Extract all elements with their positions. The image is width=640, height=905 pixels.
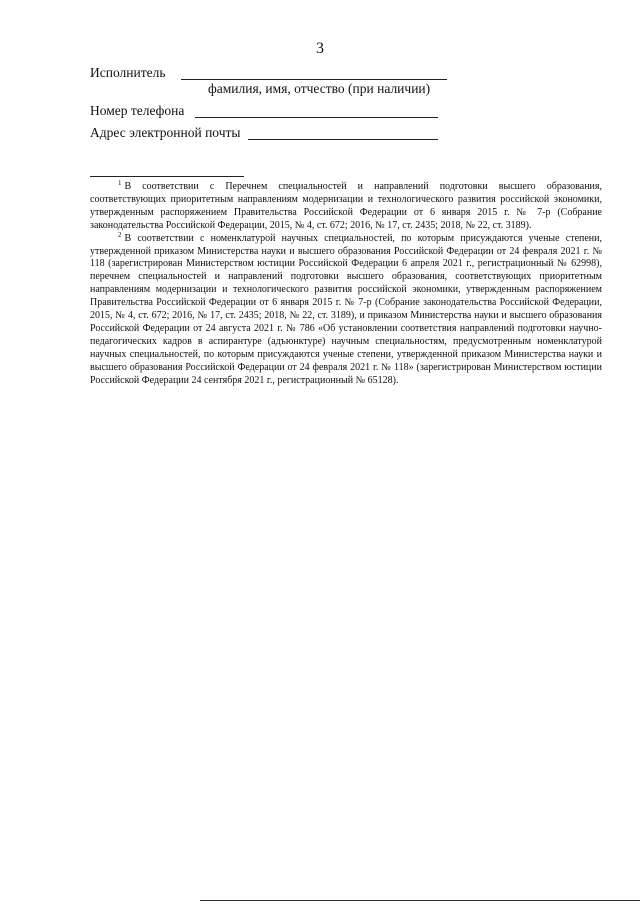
email-label: Адрес электронной почты (90, 125, 241, 140)
phone-line[interactable] (195, 117, 438, 118)
email-line[interactable] (248, 139, 438, 140)
phone-label: Номер телефона (90, 103, 185, 118)
page-bottom-edge (200, 900, 640, 901)
page-number: 3 (316, 40, 324, 57)
executor-line[interactable] (181, 79, 447, 80)
footnotes (90, 181, 602, 388)
footnote-marker: 1 (118, 179, 122, 187)
footnote-1 (90, 181, 602, 233)
footnote-separator (90, 176, 244, 177)
footnote-marker: 2 (118, 230, 122, 239)
footnote-text: В соответствии с номенклатурой научных специальностей, по которым присуждаются ученые степени, утвержденной приказом Министерства науки и высшего образования Российской Федерации от 24 февраля 2021 г. № 118 (зарегистрирован Министерством юстиции Российской Федерации 6 апреля 2021 г., регистрационный № 62998), перечнем специальностей и направлений подготовки высшего образования, соответствующих приоритетным направлениям модернизации и технологического развития российской экономики, утвержденным распоряжением Правительства Российской Федерации от 6 января 2015 г. № 7-р (Собрание законодательства Российской Федерации, 2015, № 4, ст. 672; 2016, № 17, ст. 2435; 2018, № 22, ст. 3189), и приказом Министерства науки и высшего образования Российской Федерации от 24 августа 2021 г. № 786 «Об установлении соответствия направлений подготовки научно-педагогических кадров в аспирантуре (адъюнктуре) научным специальностям, предусмотренным номенклатурой научных специальностей, по которым присуждаются ученые степени, утвержденной приказом Министерства науки и высшего образования Российской Федерации от 24 февраля 2021 г. № 118» (зарегистрирован Министерством юстиции Российской Федерации 24 сентября 2021 г., регистрационный № 65128). (90, 232, 602, 386)
footnote-2 (90, 230, 602, 388)
footnote-text: В соответствии с Перечнем специальностей и направлений подготовки высшего образования, соответствующих приоритетным направлениям модернизации и технологического развития российской экономики, утвержденным распоряжением Правительства Российской Федерации от 6 января 2015 г. № 7-р (Собрание законодательства Российской Федерации, 2015, № 4, ст. 672; 2016, № 17, ст. 2435; 2018, № 22, ст. 3189). (90, 181, 602, 231)
executor-caption: фамилия, имя, отчество (при наличии) (208, 81, 431, 96)
executor-label: Исполнитель (90, 65, 166, 80)
